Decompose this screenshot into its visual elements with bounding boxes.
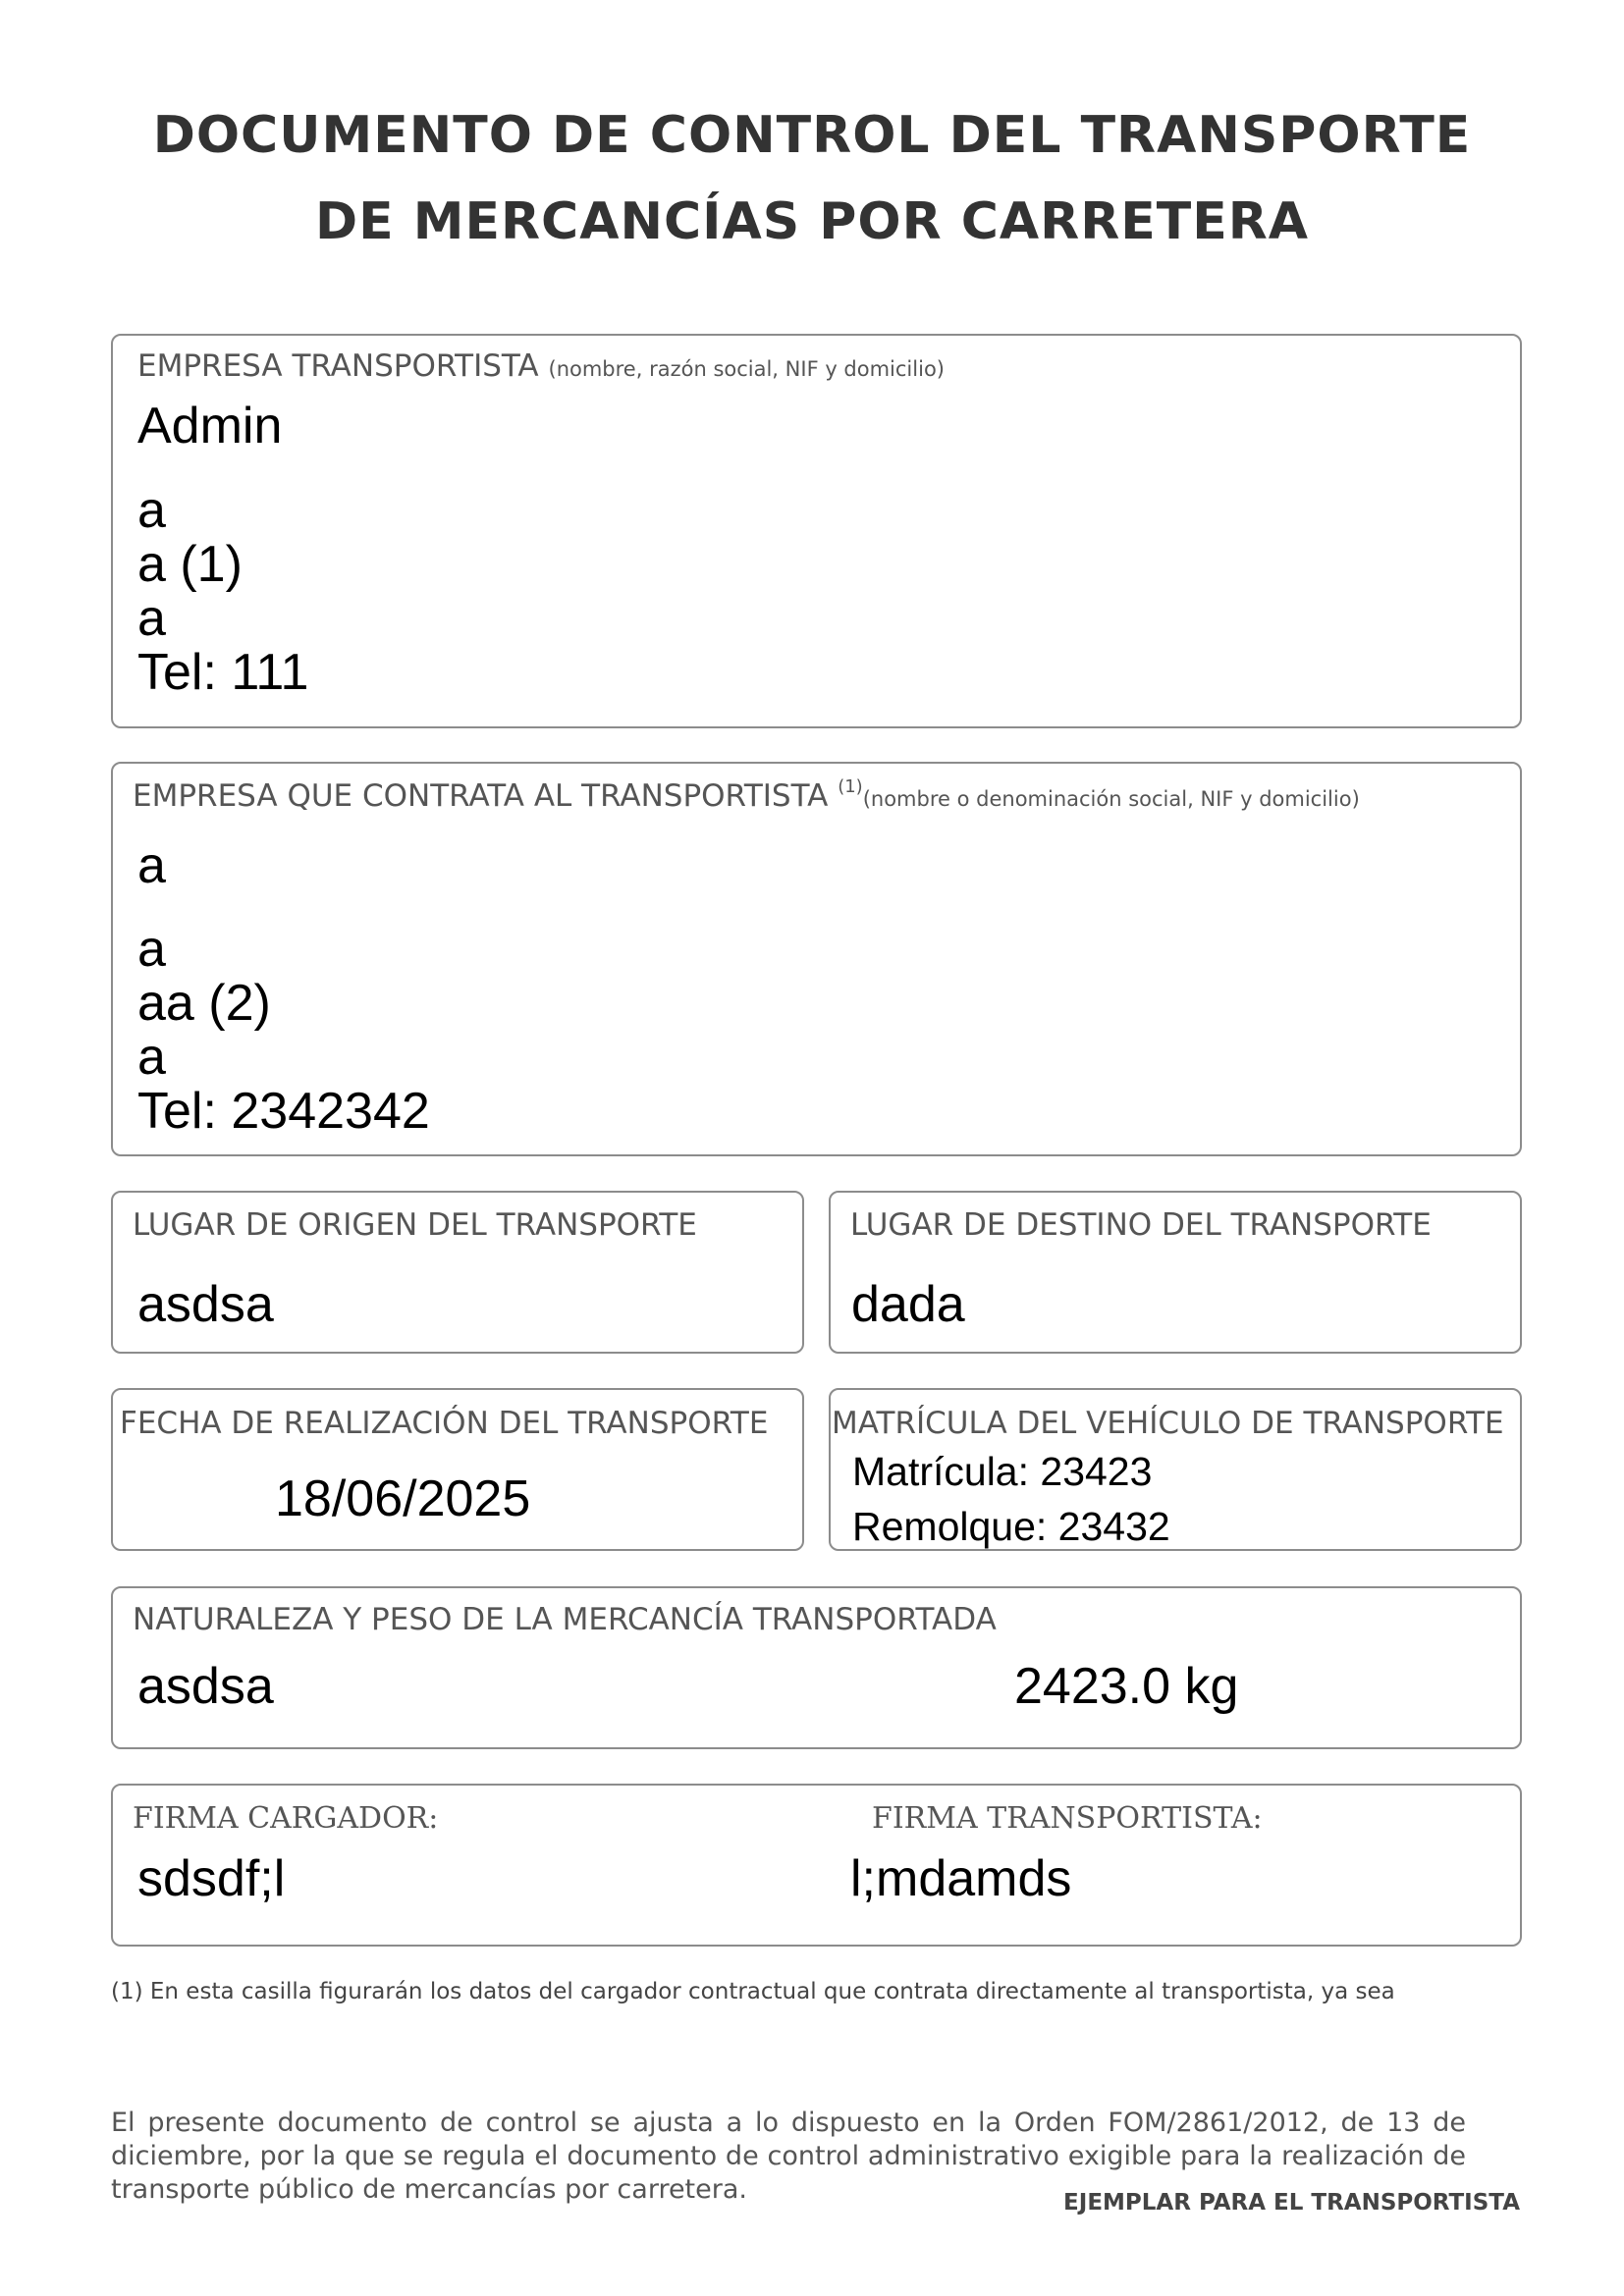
carrier-address-line-3: a xyxy=(137,590,166,647)
contractor-address-line-2: aa (2) xyxy=(137,975,271,1032)
contractor-label-note: (nombre o denominación social, NIF y domicilio) xyxy=(862,787,1360,811)
carrier-section xyxy=(111,334,1522,728)
destination-value: dada xyxy=(851,1276,965,1333)
carrier-name: Admin xyxy=(137,398,283,454)
contractor-label-text: EMPRESA QUE CONTRATA AL TRANSPORTISTA xyxy=(133,778,829,814)
carrier-label xyxy=(137,348,945,384)
contractor-phone: Tel: 2342342 xyxy=(137,1083,430,1140)
destination-label: LUGAR DE DESTINO DEL TRANSPORTE xyxy=(850,1207,1432,1243)
document-title-line-2: DE MERCANCÍAS POR CARRETERA xyxy=(314,192,1310,251)
legal-notice: El presente documento de control se ajusta a lo dispuesto en la Orden FOM/2861/2012, de 13 de diciembre, por la que se regula el documento de control administrativo exigible para la realización de transporte público de mercancías por carretera. xyxy=(111,2108,1466,2205)
carrier-signature-value: l;mdamds xyxy=(850,1850,1072,1907)
origin-label: LUGAR DE ORIGEN DEL TRANSPORTE xyxy=(133,1207,697,1243)
origin-value: asdsa xyxy=(137,1276,274,1333)
contractor-address-line-1: a xyxy=(137,921,166,978)
vehicle-plate: Matrícula: 23423 xyxy=(852,1449,1153,1494)
document-title-line-1: DOCUMENTO DE CONTROL DEL TRANSPORTE xyxy=(152,106,1472,165)
carrier-signature-label: FIRMA TRANSPORTISTA: xyxy=(872,1801,1263,1836)
vehicle-trailer: Remolque: 23432 xyxy=(852,1504,1170,1549)
footnote: (1) En esta casilla figurarán los datos del cargador contractual que contrata directamente al transportista, ya sea xyxy=(111,1979,1395,2004)
shipper-signature-label: FIRMA CARGADOR: xyxy=(133,1801,439,1836)
carrier-label-note: (nombre, razón social, NIF y domicilio) xyxy=(548,357,945,381)
contractor-label xyxy=(133,776,1360,814)
contractor-label-footnote-ref: (1) xyxy=(838,776,863,797)
contractor-address-line-3: a xyxy=(137,1029,166,1086)
goods-label: NATURALEZA Y PESO DE LA MERCANCÍA TRANSPORTADA xyxy=(133,1602,997,1637)
date-label: FECHA DE REALIZACIÓN DEL TRANSPORTE xyxy=(120,1406,769,1441)
goods-nature: asdsa xyxy=(137,1658,274,1715)
contractor-name: a xyxy=(137,837,166,894)
carrier-address-line-2: a (1) xyxy=(137,536,243,593)
goods-weight: 2423.0 kg xyxy=(1014,1658,1239,1715)
copy-label: EJEMPLAR PARA EL TRANSPORTISTA xyxy=(1063,2190,1520,2216)
carrier-phone: Tel: 111 xyxy=(137,644,309,701)
carrier-address-line-1: a xyxy=(137,482,166,539)
date-value: 18/06/2025 xyxy=(275,1470,531,1527)
carrier-label-text: EMPRESA TRANSPORTISTA xyxy=(137,348,539,384)
vehicle-label: MATRÍCULA DEL VEHÍCULO DE TRANSPORTE xyxy=(832,1406,1504,1441)
shipper-signature-value: sdsdf;l xyxy=(137,1850,286,1907)
